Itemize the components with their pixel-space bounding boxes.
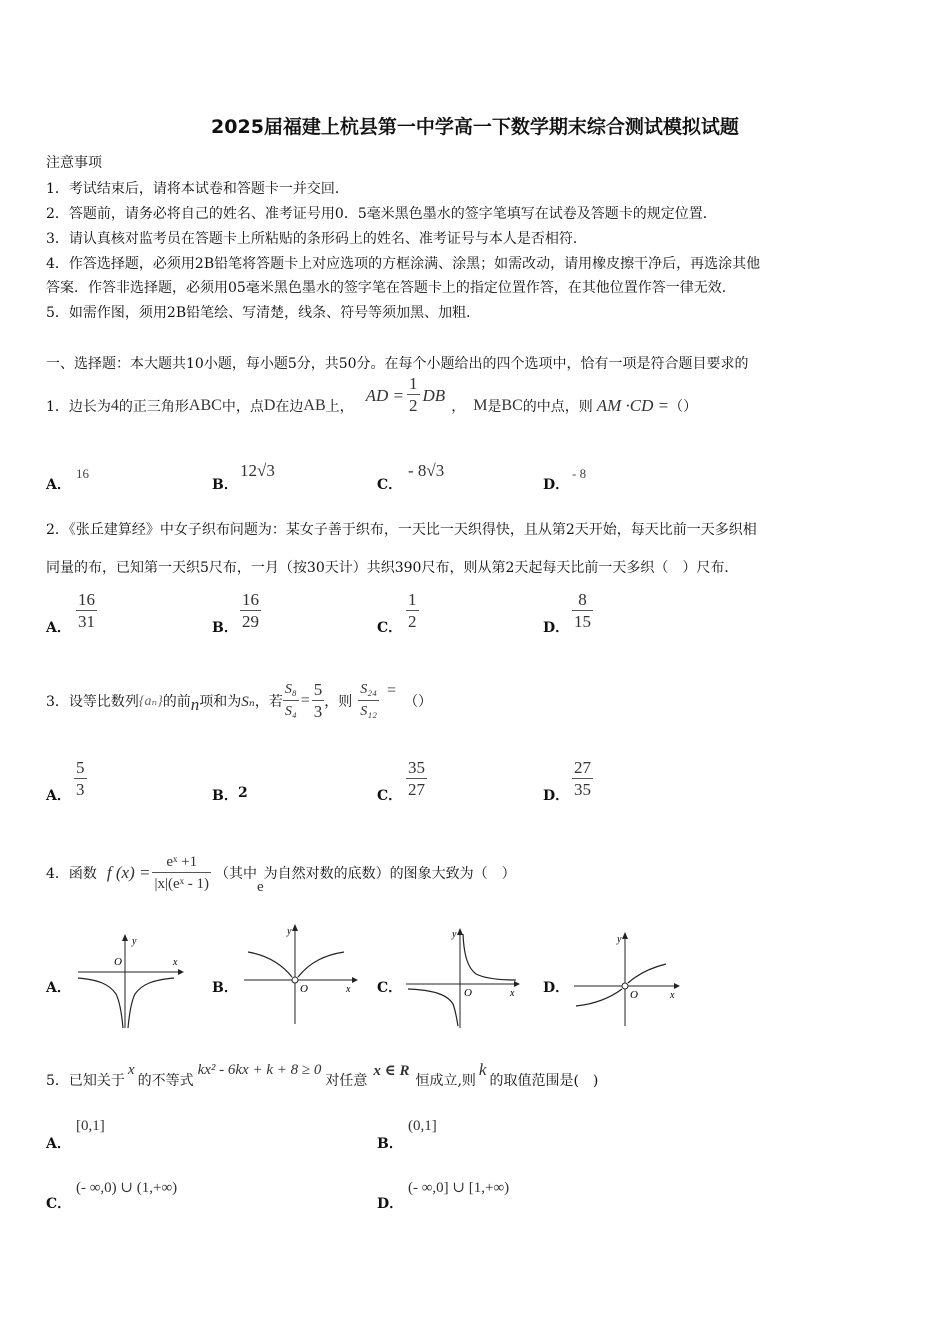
question-3-stem xyxy=(46,675,432,727)
q4-e: e xyxy=(256,878,264,895)
q4-fraction xyxy=(152,852,211,895)
q4-graph-b xyxy=(240,922,360,1026)
q1-equation xyxy=(366,374,446,417)
curve-right xyxy=(628,964,666,983)
question-5-stem xyxy=(46,1062,598,1098)
q2-option-label: C． xyxy=(377,620,403,636)
q3-num: 35 xyxy=(408,758,425,777)
q5-option-label: C． xyxy=(46,1196,72,1212)
q2-num: 16 xyxy=(242,590,259,609)
q1-eq-lhs: AD = xyxy=(365,385,405,405)
q3-num: S₈ xyxy=(283,680,299,701)
q1-option-value: 12√3 xyxy=(240,461,275,480)
x-axis-arrow-icon xyxy=(514,981,520,987)
q3-option-fraction xyxy=(406,758,427,801)
q3-equals: = xyxy=(387,682,397,699)
origin-label: O xyxy=(114,956,122,968)
q2-num: 16 xyxy=(78,590,95,609)
q5-text: 对任意 xyxy=(325,1073,368,1089)
y-label: y xyxy=(287,926,292,937)
q4-graph-c xyxy=(402,926,522,1030)
q3-sn: Sₙ xyxy=(241,693,255,710)
q4-graph-d xyxy=(570,930,682,1030)
q3-den: 3 xyxy=(76,780,85,799)
q2-option-label: B． xyxy=(212,620,238,636)
q5-k: k xyxy=(478,1060,487,1079)
q3-text: ，若 xyxy=(254,694,283,710)
q5-option-value: [0,1] xyxy=(76,1118,105,1134)
q1-text: 是 xyxy=(487,398,502,415)
q1-math: BC xyxy=(501,396,523,414)
page-title: 2025届福建上杭县第一中学高一下数学期末综合测试模拟试题 xyxy=(211,116,739,138)
x-label: x xyxy=(670,990,675,1001)
q4-function: f (x) = xyxy=(106,863,151,882)
origin-label: O xyxy=(300,983,308,995)
q1-eq-num: 1 xyxy=(409,374,418,393)
q4-text: 为自然对数的底数）的图象大致为（ ） xyxy=(263,866,516,882)
q1-math: 4 xyxy=(110,396,119,414)
q2-option-fraction xyxy=(572,590,593,633)
question-1-stem xyxy=(46,374,698,427)
q2-option-fraction xyxy=(240,590,261,633)
q1-option-label: B． xyxy=(212,477,238,493)
q2-option-fraction xyxy=(76,590,97,633)
note-item: 1．考试结束后，请将本试卷和答题卡一并交回． xyxy=(46,181,349,197)
q3-equals: = xyxy=(300,692,310,709)
q5-option-value: (- ∞,0] ∪ [1,+∞) xyxy=(408,1180,510,1196)
q2-num: 1 xyxy=(408,590,417,609)
curve-left xyxy=(248,952,292,977)
q5-text: 5．已知关于 xyxy=(46,1073,125,1089)
q1-option-label: A． xyxy=(46,477,71,493)
x-axis-arrow-icon xyxy=(178,969,184,975)
q1-text: ， xyxy=(451,398,466,415)
q1-text: 上， xyxy=(325,398,354,415)
q5-option-value: (- ∞,0) ∪ (1,+∞) xyxy=(76,1180,178,1196)
q3-target-fraction xyxy=(358,680,379,723)
x-label: x xyxy=(173,957,178,968)
q3-option-fraction xyxy=(74,758,87,801)
q3-den: 3 xyxy=(313,701,323,721)
notes-heading: 注意事项 xyxy=(46,155,102,171)
section-heading: 一、选择题：本大题共10小题，每小题5分，共50分。在每个小题给出的四个选项中，恰有一项是符合题目要求的 xyxy=(46,356,749,372)
q3-option-fraction xyxy=(572,758,593,801)
q3-text: 的前 xyxy=(162,694,191,710)
q1-text: 的正三角形 xyxy=(118,398,189,415)
q5-x: x xyxy=(127,1061,135,1078)
q3-num: S₂₄ xyxy=(358,680,379,701)
q3-den: S₄ xyxy=(284,703,297,719)
y-axis-arrow-icon xyxy=(457,928,463,935)
q2-option-label: D． xyxy=(543,620,570,636)
q5-text: 恒成立,则 xyxy=(415,1073,476,1089)
q2-num: 8 xyxy=(572,590,593,611)
q3-den: S₁₂ xyxy=(360,703,378,719)
x-label: x xyxy=(510,988,515,999)
question-2-line: 2．《张丘建算经》中女子织布问题为：某女子善于织布，一天比一天织得快，且从第2天开始，每天比前一天多织相 xyxy=(46,522,757,538)
q5-domain: x ∈ R xyxy=(373,1062,410,1079)
q2-den: 29 xyxy=(242,612,259,631)
q1-text: （） xyxy=(669,398,698,415)
q1-dot-product: AM ·CD = xyxy=(596,395,670,415)
q1-option-label: D． xyxy=(543,477,570,493)
curve-left xyxy=(576,989,622,1006)
note-item: 2．答题前，请务必将自己的姓名、准考证号用0．5毫米黑色墨水的签字笔填写在试卷及答题卡的规定位置． xyxy=(46,206,717,222)
curve-right xyxy=(128,978,174,1028)
q5-text: 的取值范围是( ) xyxy=(489,1073,599,1089)
origin-label: O xyxy=(464,987,472,999)
q1-eq-rhs: DB xyxy=(422,385,446,405)
q3-option-label: B． xyxy=(212,788,238,804)
q2-den: 2 xyxy=(408,612,417,631)
q3-value-fraction xyxy=(312,680,325,723)
q4-num: eˣ +1 xyxy=(152,852,211,873)
note-item: 5．如需作图，须用2B铅笔绘、写清楚，线条、符号等须加黑、加粗． xyxy=(46,305,481,321)
curve-left xyxy=(408,989,458,1026)
q1-math: M xyxy=(473,396,488,414)
q3-ratio-fraction xyxy=(283,680,299,723)
x-axis-arrow-icon xyxy=(674,983,680,989)
curve-left xyxy=(78,978,123,1028)
y-axis-arrow-icon xyxy=(292,924,298,931)
q1-text: 在边 xyxy=(275,398,304,415)
q2-option-fraction xyxy=(406,590,419,633)
note-item: 4．作答选择题，必须用2B铅笔将答题卡上对应选项的方框涂满、涂黑；如需改动，请用橡皮擦干净后，再选涂其他 xyxy=(46,256,761,272)
origin-label: O xyxy=(630,989,638,1001)
q5-inequality: kx² - 6kx + k + 8 ≥ 0 xyxy=(197,1061,322,1078)
y-axis-arrow-icon xyxy=(622,932,628,939)
q5-option-label: A． xyxy=(46,1136,71,1152)
q3-num: 5 xyxy=(76,758,85,777)
q4-option-label: A． xyxy=(46,980,71,996)
q1-option-value: 16 xyxy=(76,466,89,481)
q2-den: 31 xyxy=(78,612,95,631)
q1-math: D xyxy=(263,396,276,414)
y-label: y xyxy=(132,936,137,947)
curve-right xyxy=(463,934,516,980)
note-item: 答案．作答非选择题，必须用05毫米黑色墨水的签字笔在答题卡上的指定位置作答，在其他位置作答一律无效． xyxy=(46,280,736,296)
y-axis-arrow-icon xyxy=(122,934,128,941)
curve-right xyxy=(298,952,344,977)
question-2-line: 同量的布，已知第一天织5尺布，一月（按30天计）共织390尺布，则从第2天起每天比前一天多织（ ）尺布． xyxy=(46,560,739,576)
q3-text: （） xyxy=(404,694,433,710)
q3-num: 27 xyxy=(574,758,591,777)
q5-option-label: B． xyxy=(377,1136,403,1152)
q5-option-value: (0,1] xyxy=(408,1118,437,1134)
q4-text: （其中 xyxy=(214,866,257,882)
q2-den: 15 xyxy=(574,612,591,631)
q5-text: 的不等式 xyxy=(137,1073,194,1089)
q1-option-label: C． xyxy=(377,477,403,493)
q3-option-label: C． xyxy=(377,788,403,804)
q3-den: 27 xyxy=(408,780,425,799)
q3-n: n xyxy=(190,695,200,714)
q4-text: 4．函数 xyxy=(46,866,97,882)
q3-text: ，则 xyxy=(324,694,353,710)
q1-text: 的中点，则 xyxy=(522,398,593,415)
q1-eq-fraction xyxy=(407,374,420,417)
q4-graph-a xyxy=(74,932,184,1032)
x-label: x xyxy=(346,984,351,995)
y-label: y xyxy=(617,934,622,945)
q3-sequence: {aₙ} xyxy=(138,693,163,709)
q4-den: |x|(eˣ - 1) xyxy=(154,875,209,892)
q3-text: 项和为 xyxy=(199,694,242,710)
q1-text: 中，点 xyxy=(221,398,264,415)
q4-option-label: D． xyxy=(543,980,570,996)
q3-num: 5 xyxy=(313,679,323,699)
q2-option-label: A． xyxy=(46,620,71,636)
q1-option-value: - 8√3 xyxy=(408,461,445,480)
q4-option-label: C． xyxy=(377,980,403,996)
open-point xyxy=(292,977,298,983)
question-4-stem xyxy=(46,846,516,900)
q1-math: AB xyxy=(303,396,326,414)
q3-option-label: D． xyxy=(543,788,570,804)
x-axis-arrow-icon xyxy=(352,977,358,983)
note-item: 3．请认真核对监考员在答题卡上所粘贴的条形码上的姓名、准考证号与本人是否相符． xyxy=(46,231,587,247)
q3-den: 35 xyxy=(574,780,591,799)
q1-text: 1．边长为 xyxy=(46,398,111,415)
q1-eq-den: 2 xyxy=(409,396,418,415)
q3-option-label: A． xyxy=(46,788,71,804)
q4-option-label: B． xyxy=(212,980,238,996)
q1-option-value: - 8 xyxy=(572,466,587,481)
open-point xyxy=(622,983,628,989)
q1-math: ABC xyxy=(188,396,222,414)
q3-text: 3．设等比数列 xyxy=(46,694,139,710)
q3-option-value: 2 xyxy=(238,785,248,801)
q5-option-label: D． xyxy=(377,1196,404,1212)
y-label: y xyxy=(452,929,457,940)
